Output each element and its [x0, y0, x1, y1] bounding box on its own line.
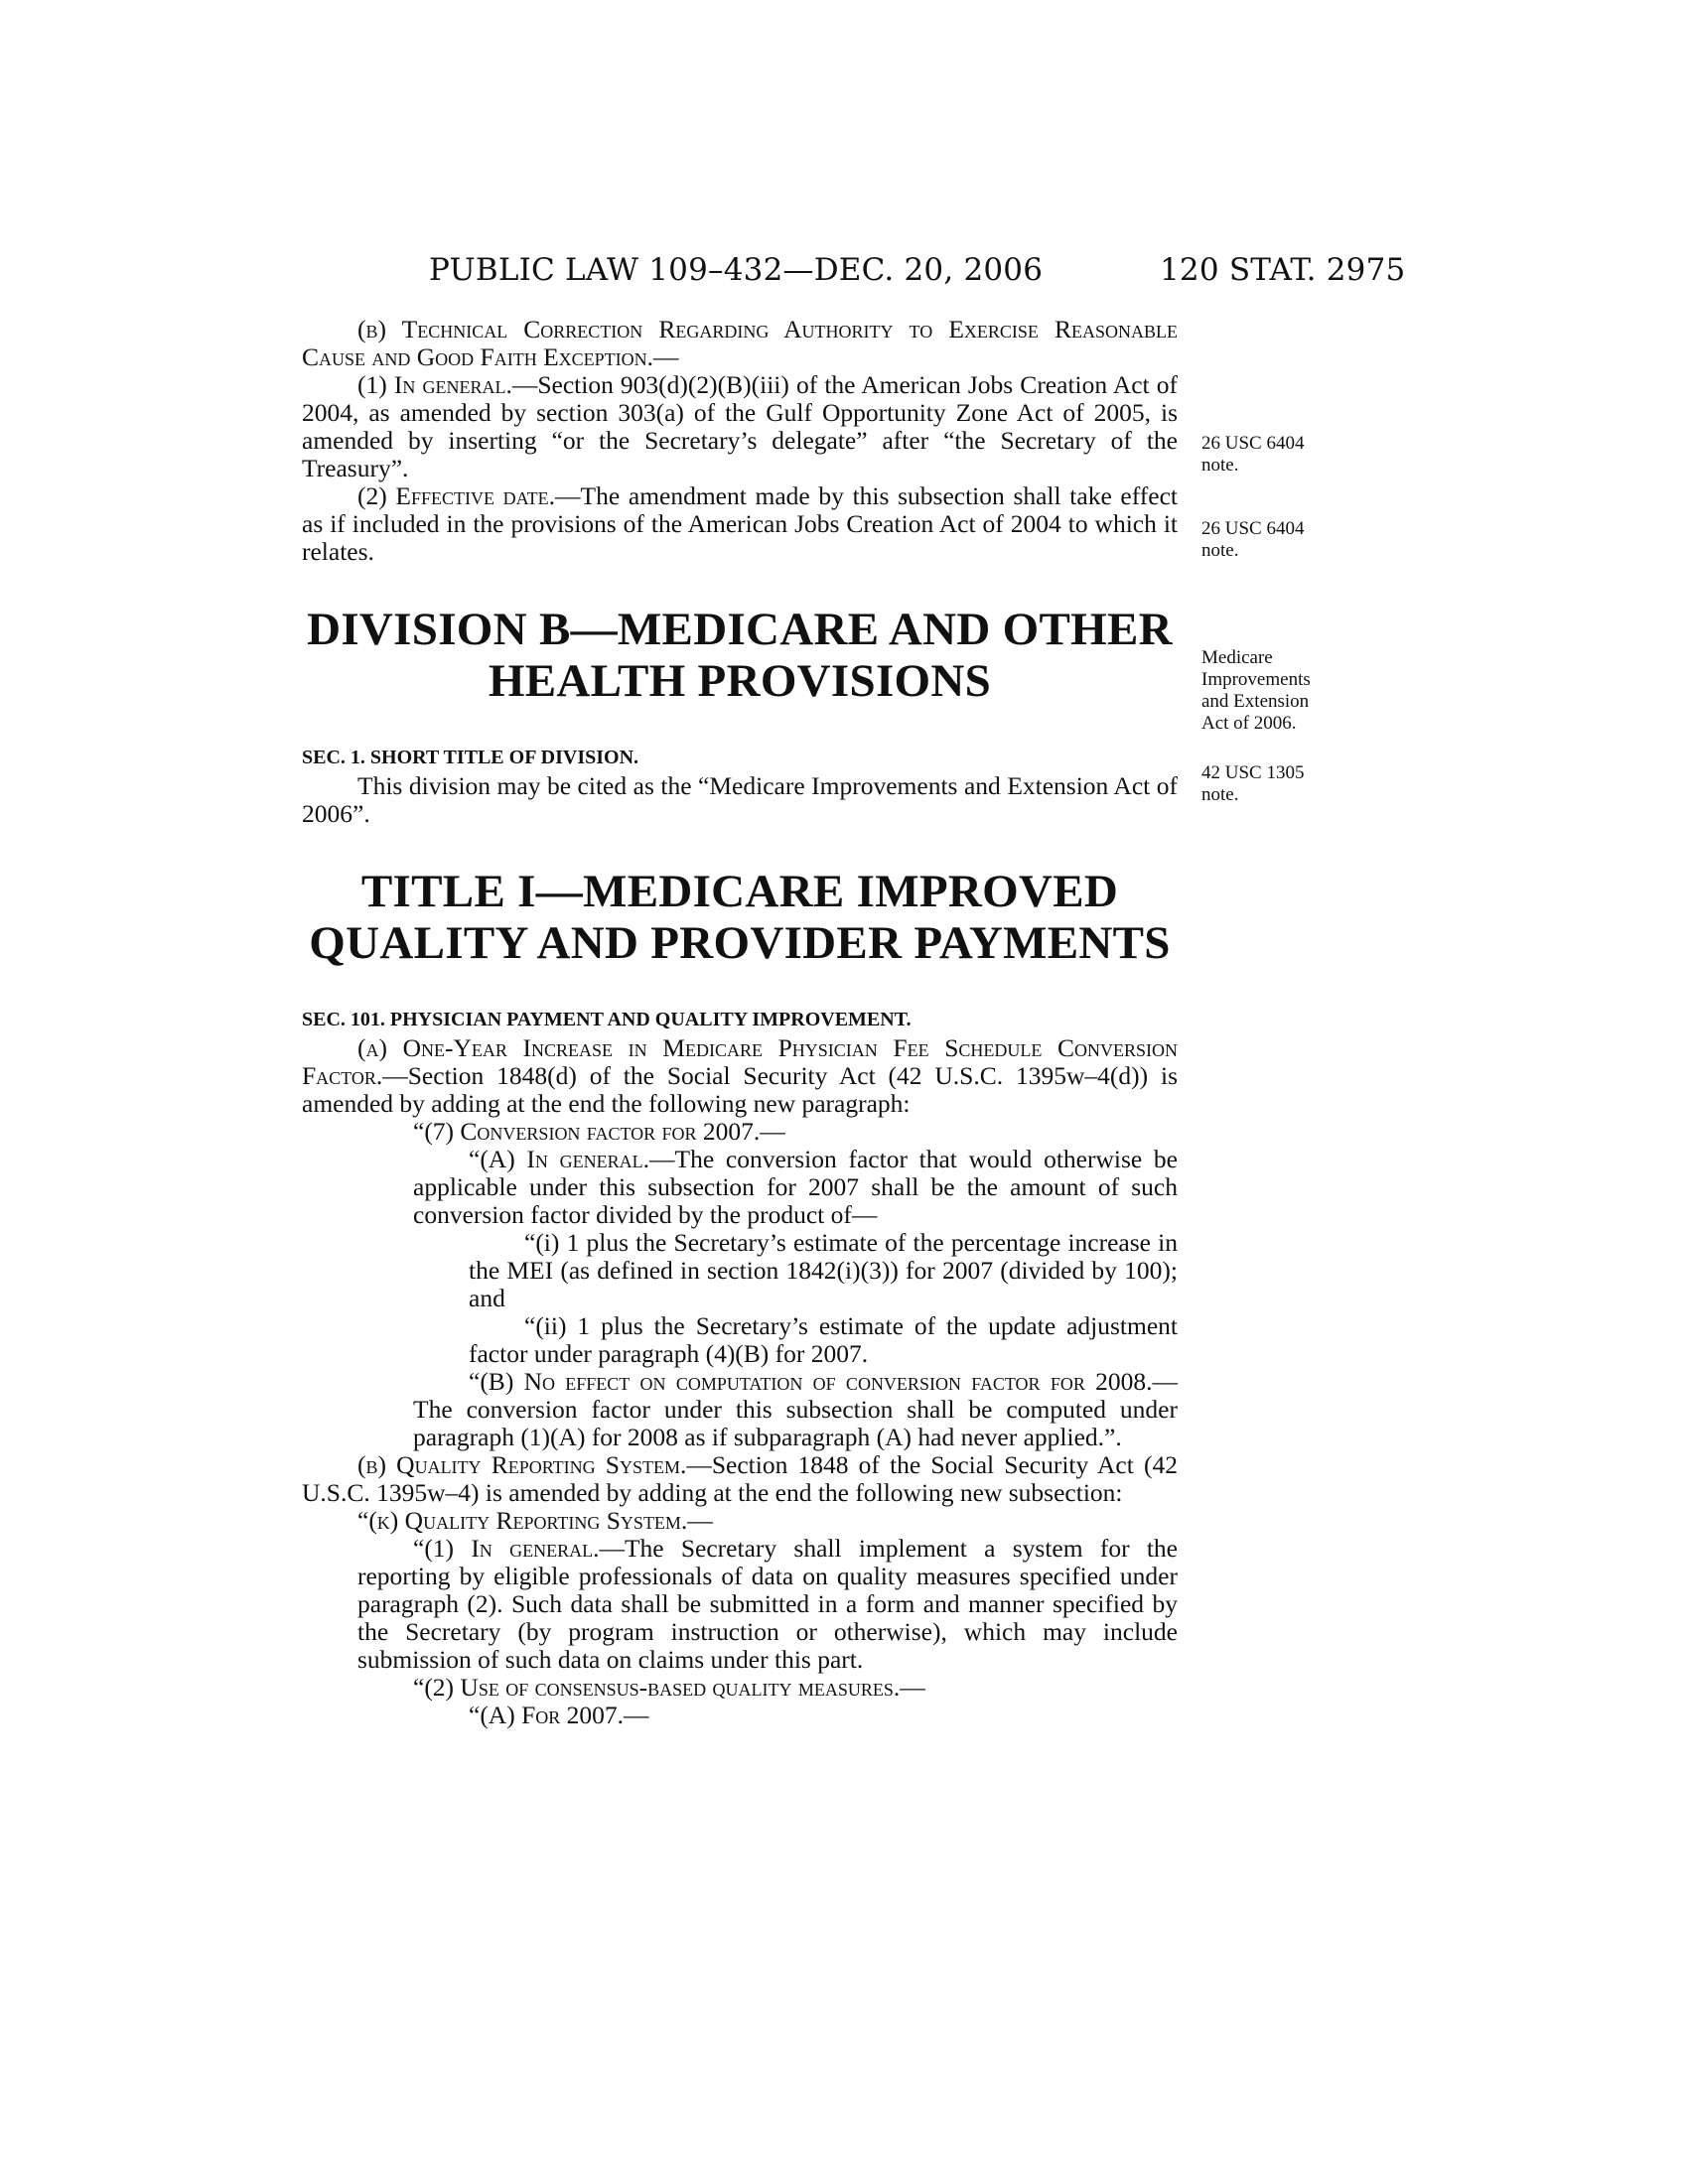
margin-note: 26 USC 6404 note. [1201, 518, 1305, 561]
paragraph-b1: (1) In general.—Section 903(d)(2)(B)(iii) of the American Jobs Creation Act of 2004, as amended by section 303(a) of the Gulf Opportunity Zone Act of 2005, is amended by inserting “or the Secretary’s delegate” after “the Secretary of the Treasury”. [302, 370, 1178, 482]
subparagraph-A: “(A) In general.—The conversion factor that would otherwise be applicable under this subsection for 2007 shall be the amount of such conversion factor divided by the product of— [413, 1145, 1178, 1229]
paragraph-k1: “(1) In general.—The Secretary shall implement a system for the reporting by eligible professionals of data on quality measures specified under paragraph (2). Such data shall be submitted in a form and manner specified by the Secretary (by program instruction or otherwise), which may include submission of such data on claims under this part. [357, 1534, 1179, 1674]
subsection-k-heading: “(k) Quality Reporting System.— [357, 1506, 713, 1535]
subparagraph-kA-heading: “(A) For 2007.— [469, 1701, 649, 1729]
paragraph-k2-heading: “(2) Use of consensus-based quality measures.— [413, 1673, 925, 1702]
margin-note: 26 USC 6404 note. [1201, 433, 1305, 476]
document-body [302, 316, 1178, 1729]
paragraph-b2: (2) Effective date.—The amendment made by this subsection shall take effect as if included in the provisions of the American Jobs Creation Act of 2004 to which it relates. [302, 481, 1178, 566]
subsection-a: (a) One-Year Increase in Medicare Physician Fee Schedule Conversion Factor.—Section 1848(d) of the Social Security Act (42 U.S.C. 1395w–4(d)) is amended by adding at the end the following new paragraph: [302, 1033, 1178, 1118]
clause-i: “(i) 1 plus the Secretary’s estimate of the percentage increase in the MEI (as defined in section 1842(i)(3)) for 2007 (divided by 100); and [469, 1228, 1178, 1312]
subparagraph-B: “(B) No effect on computation of conversion factor for 2008.—The conversion factor under this subsection shall be computed under paragraph (1)(A) for 2008 as if subparagraph (A) had never applied.”. [413, 1367, 1178, 1451]
subsection-b-heading: (b) Technical Correction Regarding Authority to Exercise Reasonable Cause and Good Faith Exception.— [302, 315, 1178, 371]
paragraph-7-heading: “(7) Conversion factor for 2007.— [413, 1117, 785, 1146]
stat-page-number: 120 STAT. 2975 [1160, 252, 1406, 288]
margin-note: Medicare Improvements and Extension Act of 2006. [1201, 647, 1311, 734]
division-heading: DIVISION B—MEDICARE AND OTHER HEALTH PROVISIONS [307, 604, 1173, 707]
running-head: PUBLIC LAW 109–432—DEC. 20, 2006 [429, 252, 1044, 288]
section-1-heading: SEC. 1. SHORT TITLE OF DIVISION. [302, 747, 639, 768]
section-1-text: This division may be cited as the “Medicare Improvements and Extension Act of 2006”. [302, 771, 1178, 828]
title-heading: TITLE I—MEDICARE IMPROVED QUALITY AND PROVIDER PAYMENTS [309, 866, 1171, 969]
subsection-b-quality: (b) Quality Reporting System.—Section 1848 of the Social Security Act (42 U.S.C. 1395w–4) is amended by adding at the end the following new subsection: [302, 1450, 1178, 1507]
section-101-heading: SEC. 101. PHYSICIAN PAYMENT AND QUALITY IMPROVEMENT. [302, 1009, 912, 1030]
clause-ii: “(ii) 1 plus the Secretary’s estimate of the update adjustment factor under paragraph (4)(B) for 2007. [469, 1311, 1178, 1368]
margin-note: 42 USC 1305 note. [1201, 762, 1305, 805]
